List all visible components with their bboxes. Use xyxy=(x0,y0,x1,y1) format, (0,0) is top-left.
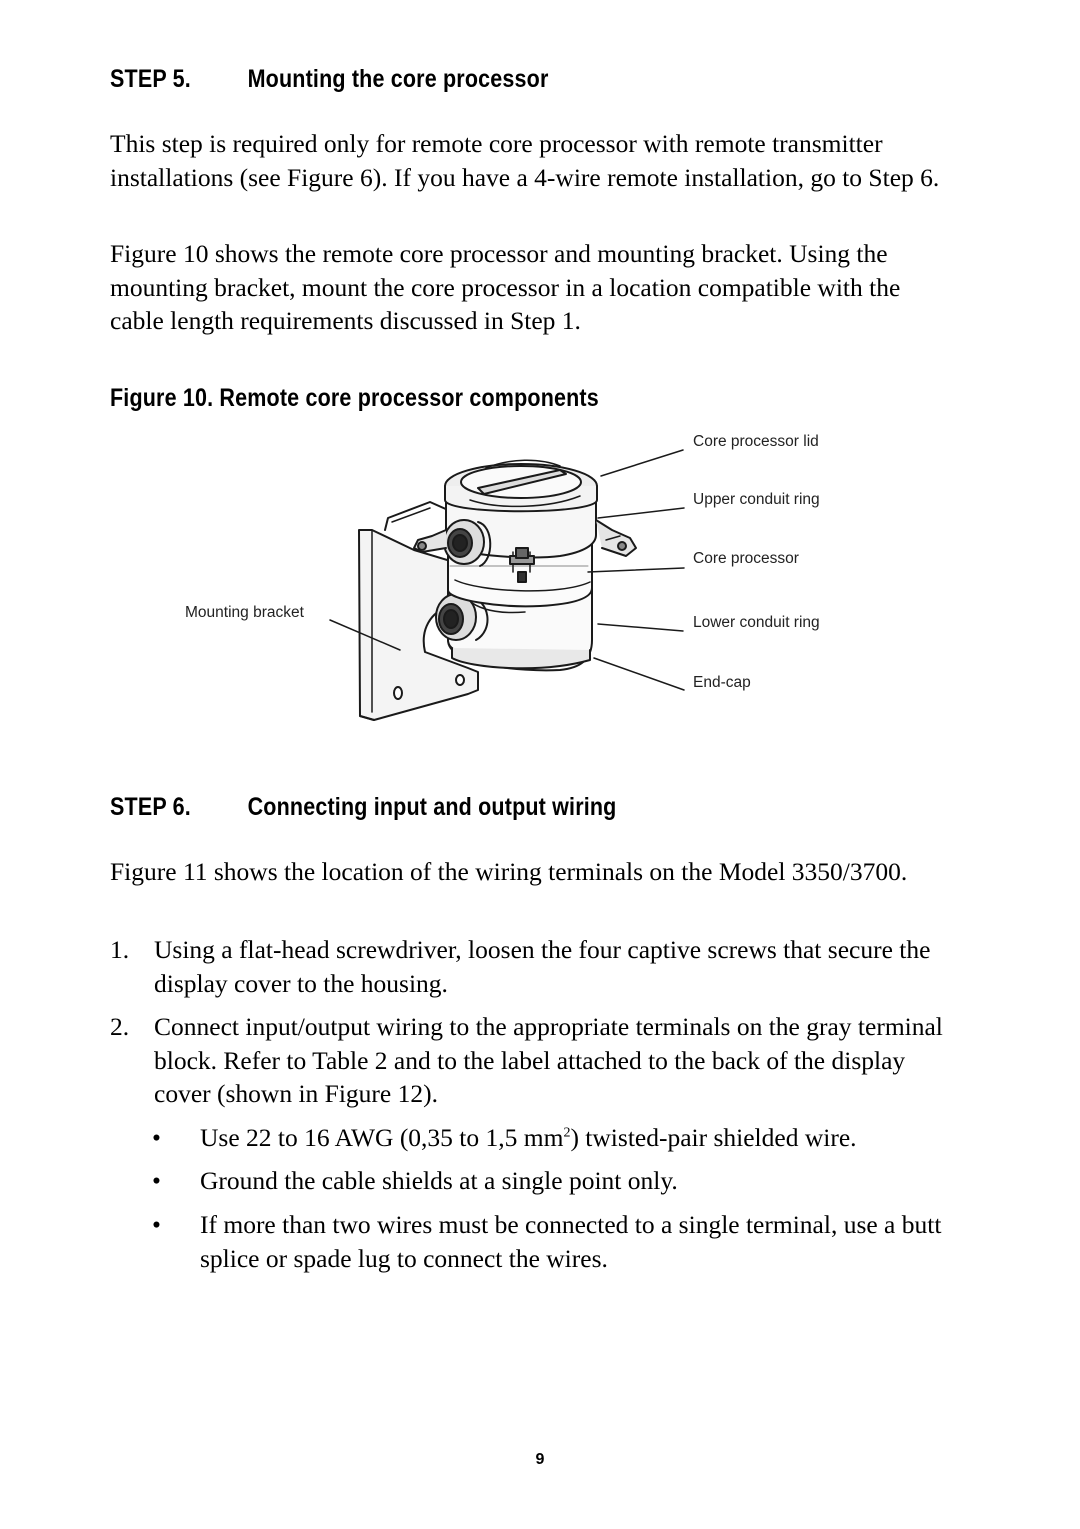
bullet-mark: • xyxy=(152,1123,161,1152)
item-text: Connect input/output wiring to the appropriate terminals on the gray terminal block. Refer to Table 2 and to the label attached to the back of the display cover (shown in Figure 12). xyxy=(154,1012,943,1108)
step5-paragraph-1 xyxy=(110,127,950,194)
step5-heading xyxy=(110,65,549,94)
figure10-caption: Figure 10. Remote core processor components xyxy=(110,384,599,412)
step5-title: Mounting the core processor xyxy=(247,65,549,93)
bullet-mark: • xyxy=(152,1210,161,1239)
step6-paragraph-1 xyxy=(110,855,950,889)
bullet-text: If more than two wires must be connected to a single terminal, use a butt splice or spade lug to connect the wires. xyxy=(200,1210,942,1273)
bullet-text-part: ) twisted-pair shielded wire. xyxy=(570,1123,857,1152)
page-number: 9 xyxy=(535,1451,545,1468)
step6-title: Connecting input and output wiring xyxy=(247,793,617,821)
callout-core-processor: Core processor xyxy=(693,550,799,567)
step5-para1-text: This step is required only for remote core processor with remote transmitter installations (see Figure 6). If you have a 4-wire remote installation, go to Step 6. xyxy=(110,129,940,192)
callout-mounting-bracket: Mounting bracket xyxy=(185,604,304,621)
step6-bullet-3 xyxy=(152,1208,952,1275)
callout-upper-conduit-ring: Upper conduit ring xyxy=(693,491,820,508)
bullet-text-part: Use 22 to 16 AWG (0,35 to 1,5 mm xyxy=(200,1123,564,1152)
item-number: 1. xyxy=(110,935,130,964)
step6-para1-text: Figure 11 shows the location of the wiring terminals on the Model 3350/3700. xyxy=(110,857,908,886)
step5-paragraph-2 xyxy=(110,237,950,338)
step6-item-2 xyxy=(110,1010,950,1111)
item-text: Using a flat-head screwdriver, loosen the four captive screws that secure the display cover to the housing. xyxy=(154,935,931,998)
step6-heading xyxy=(110,793,616,822)
callout-end-cap: End-cap xyxy=(693,674,751,691)
step5-label: STEP 5. xyxy=(110,65,191,93)
step6-label: STEP 6. xyxy=(110,793,191,821)
step5-para2-text: Figure 10 shows the remote core processor and mounting bracket. Using the mounting bracket, mount the core processor in a location compatible with the cable length requirements discussed in Step 1. xyxy=(110,239,901,335)
bullet-text: Ground the cable shields at a single point only. xyxy=(200,1166,678,1195)
bullet-text xyxy=(200,1121,952,1155)
bullet-mark: • xyxy=(152,1166,161,1195)
superscript: 2 xyxy=(563,1125,571,1141)
step6-bullet-2 xyxy=(152,1164,952,1198)
callout-core-processor-lid: Core processor lid xyxy=(693,433,819,450)
step6-item-1 xyxy=(110,933,950,1000)
callout-lower-conduit-ring: Lower conduit ring xyxy=(693,614,820,631)
item-number: 2. xyxy=(110,1012,130,1041)
step6-bullet-1 xyxy=(152,1121,952,1155)
